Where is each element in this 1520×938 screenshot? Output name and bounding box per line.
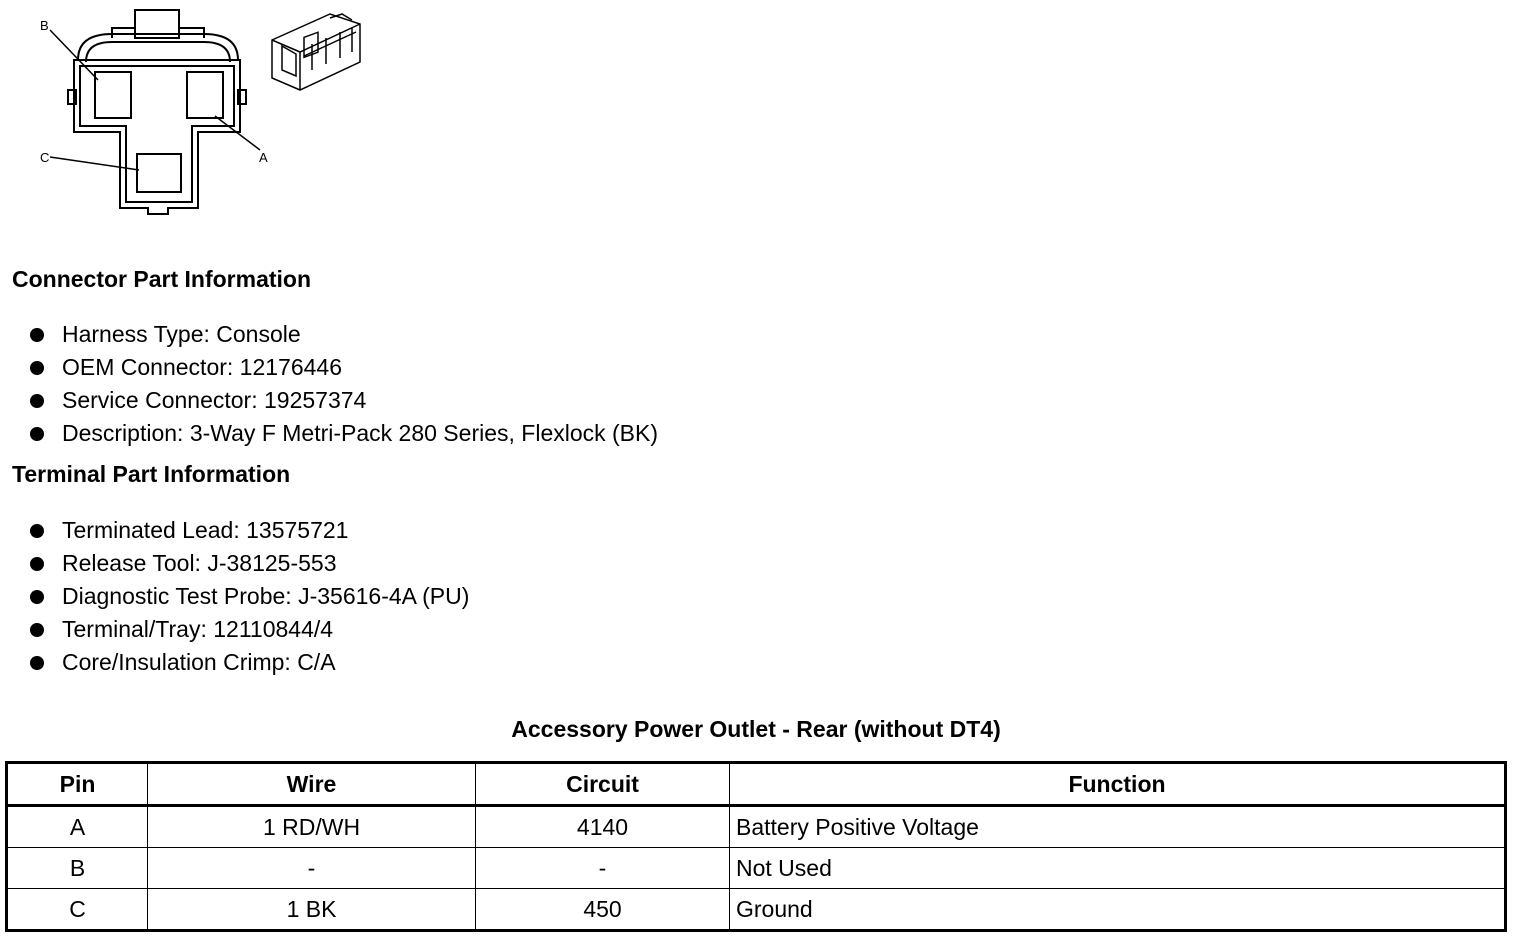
bullet-icon [30,394,44,408]
cell-circuit: 450 [476,889,730,931]
table-header-row [7,763,1506,806]
cell-function: Battery Positive Voltage [730,806,1506,848]
bullet-icon [30,328,44,342]
cell-wire: 1 BK [148,889,476,931]
column-header-pin: Pin [7,763,148,806]
cavity-b [95,72,131,118]
bullet-icon [30,623,44,637]
bullet-icon [30,656,44,670]
pin-label-b: B [40,18,49,33]
connector-info-list [28,318,658,450]
connector-iso-view [272,14,360,90]
list-item: Harness Type: Console [28,318,658,351]
cell-wire: - [148,848,476,889]
list-item: Core/Insulation Crimp: C/A [28,646,469,679]
cavity-c [137,154,181,192]
pin-label-c: C [40,150,50,165]
column-header-circuit: Circuit [476,763,730,806]
bullet-icon [30,590,44,604]
pin-label-a: A [259,150,268,165]
table-row [7,889,1506,931]
list-item: Service Connector: 19257374 [28,384,658,417]
bullet-icon [30,524,44,538]
list-item: Diagnostic Test Probe: J-35616-4A (PU) [28,580,469,613]
cavity-a [187,72,223,118]
table-title: Accessory Power Outlet - Rear (without DT4) [511,716,1001,742]
connector-body [74,60,240,214]
connector-diagram [0,0,380,230]
list-item: OEM Connector: 12176446 [28,351,658,384]
column-header-wire: Wire [148,763,476,806]
terminal-section-heading: Terminal Part Information [12,461,291,487]
cell-wire: 1 RD/WH [148,806,476,848]
table-row [7,806,1506,848]
cell-circuit: 4140 [476,806,730,848]
table-row [7,848,1506,889]
cell-function: Not Used [730,848,1506,889]
pin-table [5,761,1507,932]
cell-pin: C [7,889,148,931]
cell-function: Ground [730,889,1506,931]
bullet-icon [30,361,44,375]
cell-circuit: - [476,848,730,889]
connector-section-heading: Connector Part Information [12,266,312,292]
bullet-icon [30,427,44,441]
bullet-icon [30,557,44,571]
list-item: Release Tool: J-38125-553 [28,547,469,580]
cell-pin: A [7,806,148,848]
list-item: Terminal/Tray: 12110844/4 [28,613,469,646]
column-header-function: Function [730,763,1506,806]
cell-pin: B [7,848,148,889]
list-item: Terminated Lead: 13575721 [28,514,469,547]
terminal-info-list [28,514,469,679]
list-item: Description: 3-Way F Metri-Pack 280 Series, Flexlock (BK) [28,417,658,450]
